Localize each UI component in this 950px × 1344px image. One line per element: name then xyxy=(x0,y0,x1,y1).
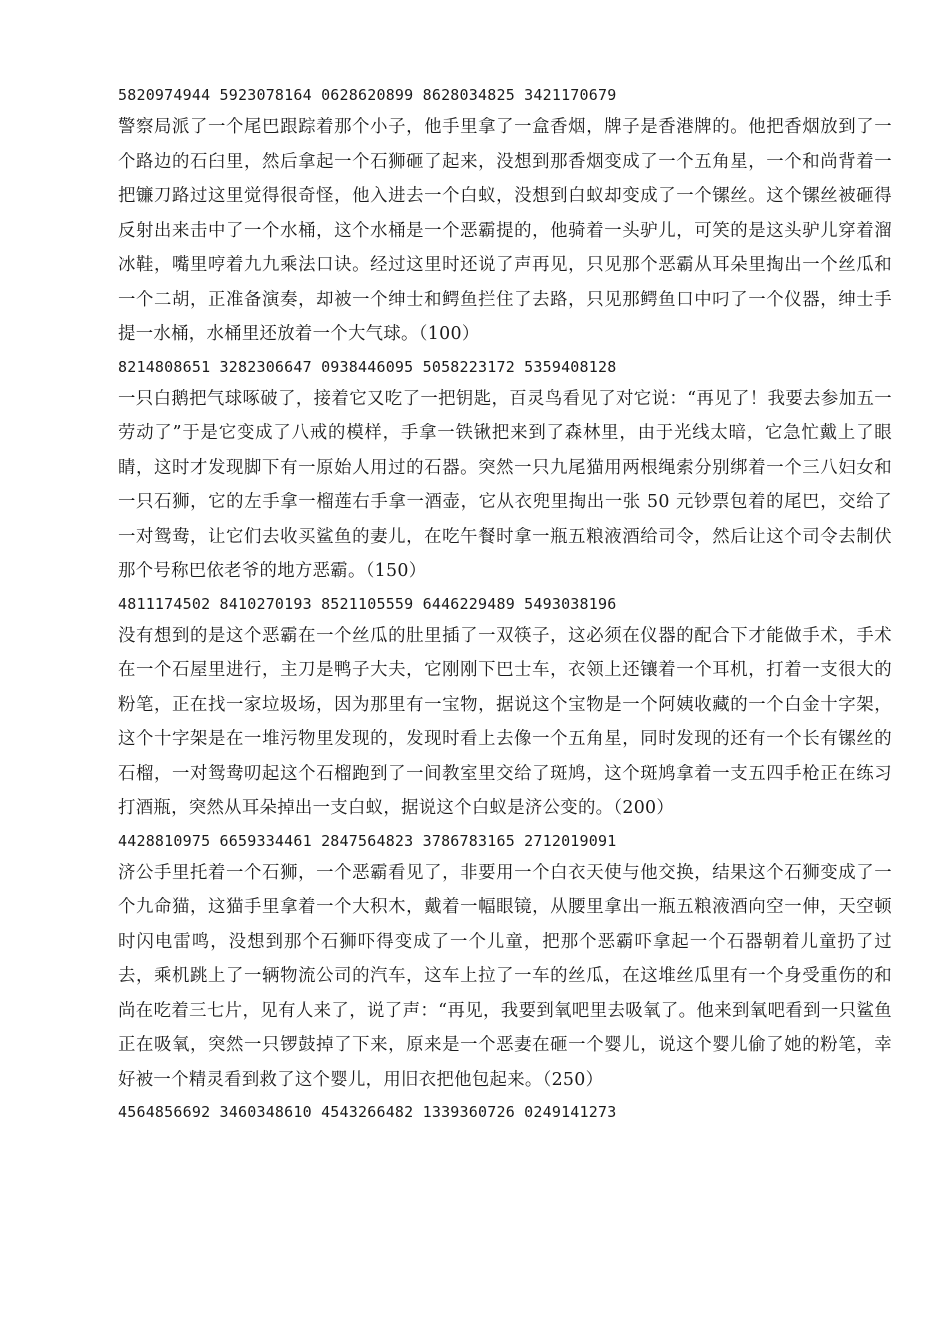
number-sequence: 8214808651 3282306647 0938446095 5058223172 5359408128 xyxy=(118,357,617,376)
number-sequence: 5820974944 5923078164 0628620899 8628034825 3421170679 xyxy=(118,86,617,104)
number-sequence: 4564856692 3460348610 4543266482 1339360726 0249141273 xyxy=(118,1103,617,1121)
story-paragraph: 没有想到的是这个恶霸在一个丝瓜的肚里插了一双筷子，这必须在仪器的配合下才能做手术，手术在一个石屋里进行，主刀是鸭子大夫，它刚刚下巴士车，衣领上还镶着一个耳机，打着一支很大的粉笔，正在找一家垃圾场，因为那里有一宝物，据说这个宝物是一个阿姨收藏的一个白金十字架，这个十字架是在一堆污物里发现的，发现时看上去像一个五角星，同时发现的还有一个长有镙丝的石榴，一对鸳鸯叨起这个石榴跑到了一间教室里交给了斑鸠，这个斑鸠拿着一支五四手枪正在练习打酒瓶，突然从耳朵掉出一支白蚁，据说这个白蚁是济公变的。（200） xyxy=(118,625,892,818)
story-paragraph: 济公手里托着一个石狮，一个恶霸看见了，非要用一个白衣天使与他交换，结果这个石狮变成了一个九命猫，这猫手里拿着一个大积木，戴着一幅眼镜，从腰里拿出一瓶五粮液酒向空一伸，天空顿时闪电雷鸣，没想到那个石狮吓得变成了一个儿童，把那个恶霸吓拿起一个石器朝着儿童扔了过去，乘机跳上了一辆物流公司的汽车，这车上拉了一车的丝瓜，在这堆丝瓜里有一个身受重伤的和尚在吃着三七片，见有人来了，说了声：“再见，我要到氧吧里去吸氧了。他来到氧吧看到一只鲨鱼正在吸氧，突然一只锣鼓掉了下来，原来是一个恶妻在砸一个婴儿，说这个婴儿偷了她的粉笔，幸好被一个精灵看到救了这个婴儿，用旧衣把他包起来。（250） xyxy=(118,862,892,1090)
number-sequence: 4428810975 6659334461 2847564823 3786783165 2712019091 xyxy=(118,831,617,850)
story-paragraph: 警察局派了一个尾巴跟踪着那个小子，他手里拿了一盒香烟，牌子是香港牌的。他把香烟放到了一个路边的石臼里，然后拿起一个石狮砸了起来，没想到那香烟变成了一个五角星，一个和尚背着一把镰刀路过这里觉得很奇怪，他入进去一个白蚁，没想到白蚁却变成了一个镙丝。这个镙丝被砸得反射出来击中了一个水桶，这个水桶是一个恶霸提的，他骑着一头驴儿，可笑的是这头驴儿穿着溜冰鞋，嘴里哼着九九乘法口诀。经过这里时还说了声再见，只见那个恶霸从耳朵里掏出一个丝瓜和一个二胡，正准备演奏，却被一个绅士和鳄鱼拦住了去路，只见那鳄鱼口中叼了一个仪器，绅士手提一水桶，水桶里还放着一个大气球。（100） xyxy=(118,117,892,344)
story-paragraph: 一只白鹅把气球啄破了，接着它又吃了一把钥匙，百灵鸟看见了对它说：“再见了！我要去参加五一劳动了”于是它变成了八戒的模样，手拿一铁锹把来到了森林里，由于光线太暗，它急忙戴上了眼睛，这时才发现脚下有一原始人用过的石器。突然一只九尾猫用两根绳索分别绑着一个三八妇女和一只石狮，它的左手拿一榴莲右手拿一酒壶，它从衣兜里掏出一张 50 元钞票包着的尾巴，交给了一对鸳鸯，让它们去收买鲨鱼的妻儿，在吃午餐时拿一瓶五粮液酒给司令，然后让这个司令去制伏那个号称巴依老爷的地方恶霸。（150） xyxy=(118,388,892,581)
document-page xyxy=(118,80,892,1127)
number-sequence: 4811174502 8410270193 8521105559 6446229489 5493038196 xyxy=(118,594,617,613)
